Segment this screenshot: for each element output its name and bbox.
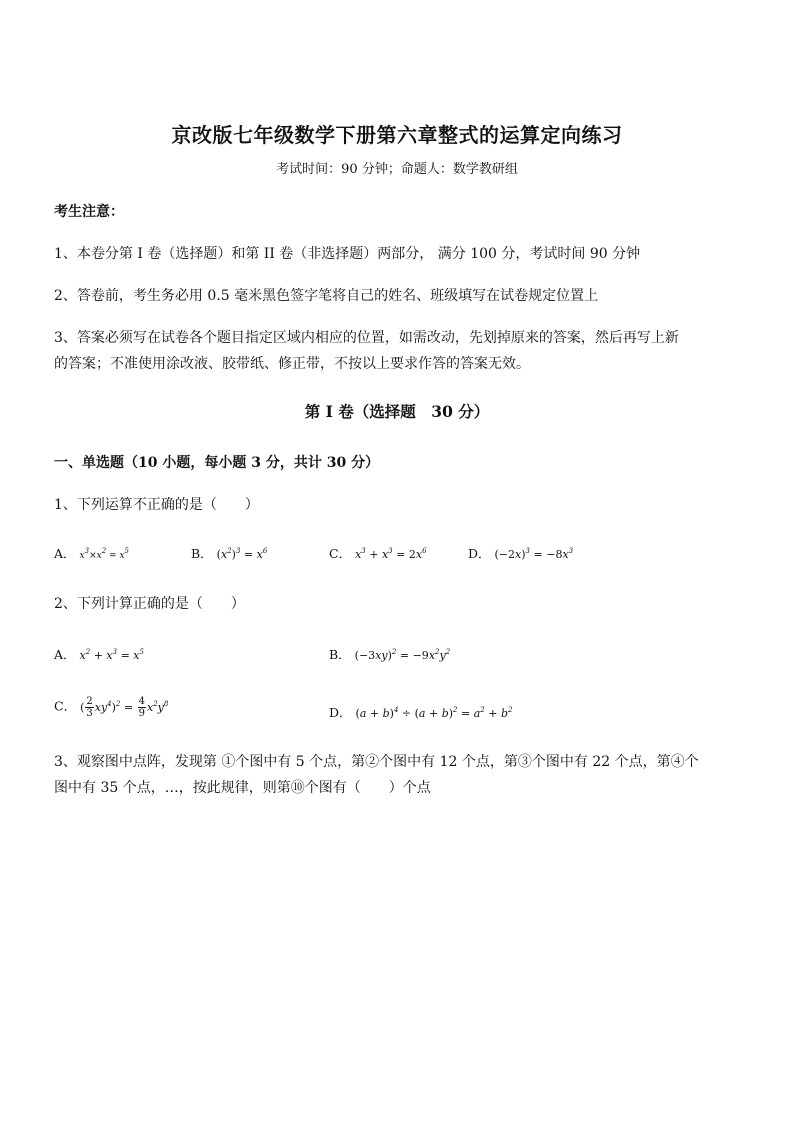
q1-option-d <box>468 544 573 562</box>
notice-item-2: 2、答卷前，考生务必用 0.5 毫米黑色签字笔将自己的姓名、班级填写在试卷规定位置上 <box>54 288 599 304</box>
q1-option-c-label: C． <box>329 546 352 561</box>
q1-option-c-formula: $x^3 + x^3 = 2x^6$ <box>355 547 427 561</box>
q2-option-d-formula: $(a + b)^4 \div (a + b)^2 = a^2 + b^2$ <box>355 706 513 720</box>
q2-option-c <box>54 696 168 719</box>
notice-heading: 考生注意： <box>54 204 124 220</box>
notice-item-1: 1、本卷分第 I 卷（选择题）和第 II 卷（非选择题）两部分， 满分 100 分，考试时间 90 分钟 <box>54 246 641 262</box>
q1-option-a <box>54 544 129 562</box>
q2-option-a-label: A． <box>54 647 76 662</box>
q2-option-d-label: D． <box>329 705 352 720</box>
q1-option-a-label: A． <box>54 546 76 561</box>
q2-option-a-formula: $x^2 + x^3 = x^5$ <box>79 648 144 662</box>
q2-option-a <box>54 645 144 663</box>
q2-option-b-label: B． <box>329 647 351 662</box>
q2-option-d <box>329 703 513 721</box>
part-heading: 一、单选题（10 小题，每小题 3 分，共计 30 分） <box>54 455 380 471</box>
q1-option-d-formula: $(-2x)^3 = -8x^3$ <box>494 547 574 561</box>
question-1-stem: 1、下列运算不正确的是（ ） <box>54 497 259 513</box>
notice-item-3-cont: 的答案；不准使用涂改液、胶带纸、修正带，不按以上要求作答的答案无效。 <box>54 356 530 372</box>
question-3-stem-line-2: 图中有 35 个点，…，按此规律，则第⑩个图有（ ）个点 <box>54 780 431 796</box>
q1-option-c <box>329 544 427 562</box>
question-2-stem: 2、下列计算正确的是（ ） <box>54 596 245 612</box>
notice-item-3: 3、答案必须写在试卷各个题目指定区域内相应的位置，如需改动，先划掉原来的答案，然后再写上新 <box>54 330 679 346</box>
exam-info: 考试时间：90 分钟；命题人：数学教研组 <box>276 162 518 177</box>
q1-option-b-formula: $(x^2)^3 = x^6$ <box>216 547 268 561</box>
q1-option-a-formula: $x^3\times x^2 = x^5$ <box>79 547 129 561</box>
question-3-stem-line-1: 3、观察图中点阵，发现第 ①个图中有 5 个点，第②个图中有 12 个点，第③个图中有 22 个点，第④个 <box>54 754 699 770</box>
q2-option-b-formula: $(-3xy)^2 = -9x^2y^2$ <box>354 648 451 662</box>
q1-option-b <box>191 544 267 562</box>
section-title: 第 I 卷（选择题 30 分） <box>304 402 490 421</box>
q2-option-b <box>329 645 450 663</box>
page-title: 京改版七年级数学下册第六章整式的运算定向练习 <box>171 123 623 147</box>
q2-option-c-formula: ( $\frac{2}{3}$ $xy^4)^2$ = $\frac{4}{9}$ $x^2y^8$ <box>80 696 169 719</box>
q1-option-d-label: D． <box>468 546 491 561</box>
q1-option-b-label: B． <box>191 546 213 561</box>
q2-option-c-label: C． <box>54 698 77 714</box>
